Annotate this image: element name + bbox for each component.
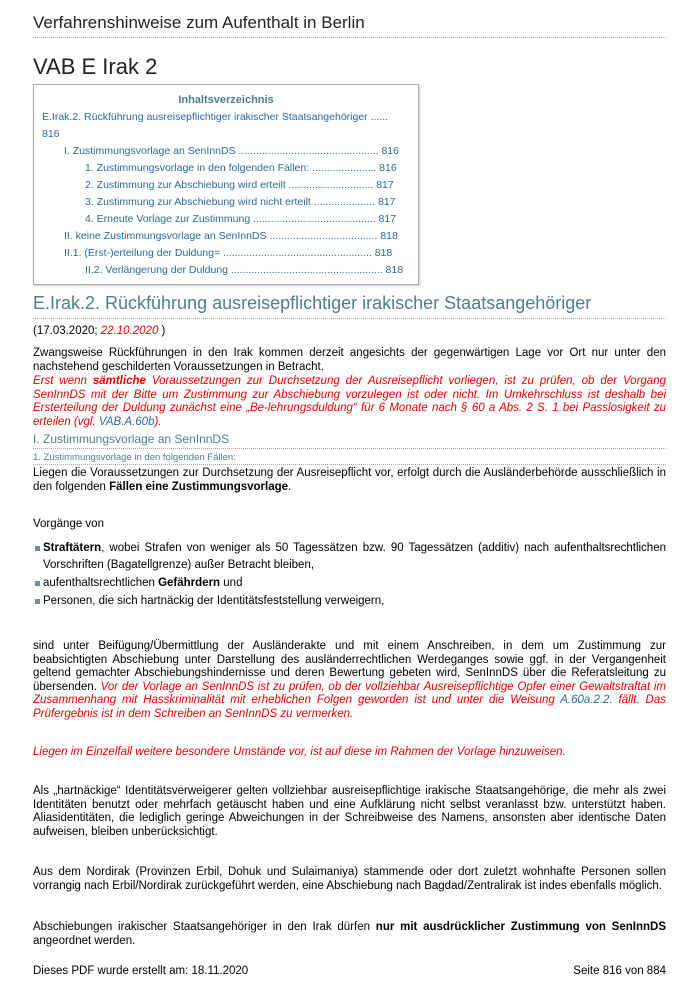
header-divider — [33, 37, 666, 38]
bullet-icon — [35, 599, 40, 604]
toc-item-i-2[interactable]: 2. Zustimmung zur Abschiebung wird erteilt ............................. 817 — [85, 179, 394, 191]
section-title: E.Irak.2. Rückführung ausreisepflichtiger irakischer Staatsangehöriger — [33, 293, 592, 313]
running-header: Verfahrenshinweise zum Aufenthalt in Berlin — [33, 13, 365, 32]
footer-page-number: Seite 816 von 884 — [573, 965, 666, 977]
toc-item-i[interactable]: I. Zustimmungsvorlage an SenInnDS ................................................ 816 — [64, 145, 399, 157]
toc-title: Inhaltsverzeichnis — [178, 94, 274, 106]
revision-date: 22.10.2020 — [100, 325, 159, 337]
toc-item-i-4[interactable]: 4. Erneute Vorlage zur Zustimmung .......................................... 817 — [85, 213, 397, 225]
special-circumstances-paragraph: Liegen im Einzelfall weitere besondere Umstände vor, ist auf diese im Rahmen der Vorlage hinzuweisen. — [33, 746, 566, 758]
toc-item-ii[interactable]: II. keine Zustimmungsvorlage an SenInnDS ..................................... 818 — [64, 230, 398, 242]
toc-item-e-irak-2[interactable]: E.Irak.2. Rückführung ausreisepflichtiger irakischer Staatsangehöriger ...... — [42, 111, 389, 123]
bullet-icon — [35, 581, 40, 586]
table-of-contents — [33, 84, 419, 285]
toc-item-i-3[interactable]: 3. Zustimmung zur Abschiebung wird nicht erteilt ..................... 817 — [85, 196, 396, 208]
cases-paragraph: Liegen die Voraussetzungen zur Durchsetzung der Ausreisepflicht vor, erfolgt durch die Ausländerbehörde ausschließlich in den folgenden Fällen eine Zustimmungsvorlage. — [33, 467, 666, 493]
section-divider — [33, 318, 666, 319]
section-date: (17.03.2020; 22.10.2020 ) — [33, 325, 166, 337]
list-item: Straftätern, wobei Strafen von weniger als 50 Tagessätzen bzw. 90 Tagessätzen (additiv) nach aufenthaltsrechtlichen Vorschriften (Bagatellgrenze) außer Betracht bleiben, — [33, 540, 666, 574]
approval-paragraph: Abschiebungen irakischer Staatsangehöriger in den Irak dürfen nur mit ausdrücklicher Zustimmung von SenInnDS angeordnet werden. — [33, 921, 666, 947]
subsubsection-title: 1. Zustimmungsvorlage in den folgenden Fällen: — [33, 452, 236, 463]
toc-item-i-1[interactable]: 1. Zustimmungsvorlage in den folgenden Fällen: ...................... 816 — [85, 162, 397, 174]
toc-item-e-irak-2-page[interactable]: 816 — [42, 128, 60, 140]
prerequisite-paragraph: Erst wenn sämtliche Voraussetzungen zur Durchsetzung der Ausreisepflicht vorliegen, ist zu prüfen, ob der Vorgang SenInnDS mit der Bitte um Zustimmung zur Abschiebung vorzulegen ist oder nicht. Im Umkehrschluss ist deshalb bei Ersterteilung der Duldung zunächst eine „Be-lehrungsduldung“ für 6 Monate nach § 60 a Abs. 2 S. 1 bei Passlosigkeit zu erteilen (vgl. VAB.A.60b). — [33, 375, 666, 428]
toc-item-ii-2[interactable]: II.2. Verlängerung der Duldung .................................................... 818 — [85, 264, 404, 276]
toc-item-ii-1[interactable]: II.1. (Erst-)erteilung der Duldung= ................................................... 818 — [64, 247, 393, 259]
subsection-title: I. Zustimmungsvorlage an SenInnDS — [33, 432, 230, 446]
identity-refusers-paragraph: Als „hartnäckige“ Identitätsverweigerer gelten vollziehbar ausreisepflichtige irakische Staatsangehörige, die mehr als zwei Identitäten benutzt oder mehrfach getäuscht haben und eine Aufklärung nicht selbst veranlasst bzw. unterstützt haben. Aliasidentitäten, die lediglich geringe Abweichungen in der Schreibweise des Namens, ansonsten aber identische Daten aufweisen, bleiben unberücksichtigt. — [33, 785, 666, 838]
a-60a-2-2-link[interactable]: A.60a.2.2. — [560, 694, 613, 706]
procedures-intro: Vorgänge von — [33, 518, 104, 530]
list-item: Personen, die sich hartnäckig der Identitätsfeststellung verweigern, — [33, 593, 666, 610]
bullet-icon — [35, 546, 40, 551]
submission-paragraph: sind unter Beifügung/Übermittlung der Ausländerakte und mit einem Anschreiben, in dem um Zustimmung zur beabsichtigten Abschiebung unter Darstellung des ausländerrechtlichen Werdeganges sowie ggf. in der Vergangenheit geltend gemachter Abschiebungshindernisse und deren Bewertung gebeten wird, SenInnDS über die Referatsleitung zu übersenden. Vor der Vorlage an SenInnDS ist zu prüfen, ob der vollziehbar Ausreisepflichtige Opfer einer Gewaltstraftat im Zusammenhang mit Hasskriminalität mit erheblichen Folgen geworden ist und unter die Weisung A.60a.2.2. fällt. Das Prüfergebnis ist in dem Schreiben an SenInnDS zu vermerken. — [33, 640, 667, 720]
vab-a-60b-link[interactable]: VAB.A.60b — [98, 415, 155, 428]
document-title: VAB E Irak 2 — [33, 54, 158, 79]
northern-iraq-paragraph: Aus dem Nordirak (Provinzen Erbil, Dohuk und Sulaimaniya) stammende oder dort zuletzt wohnhafte Personen sollen vorrangig nach Erbil/Nordirak zurückgeführt werden, eine Abschiebung nach Bagdad/Zentralirak ist indes ebenfalls möglich. — [33, 866, 666, 892]
subsection-divider — [33, 448, 666, 449]
list-item: aufenthaltsrechtlichen Gefährdern und — [33, 575, 666, 592]
subsubsection-divider — [33, 464, 666, 465]
footer-created-date: Dieses PDF wurde erstellt am: 18.11.2020 — [33, 965, 249, 977]
intro-paragraph: Zwangsweise Rückführungen in den Irak kommen derzeit angesichts der gegenwärtigen Lage vor Ort nur unter den nachstehend geschilderten Voraussetzungen in Betracht. — [33, 347, 666, 373]
